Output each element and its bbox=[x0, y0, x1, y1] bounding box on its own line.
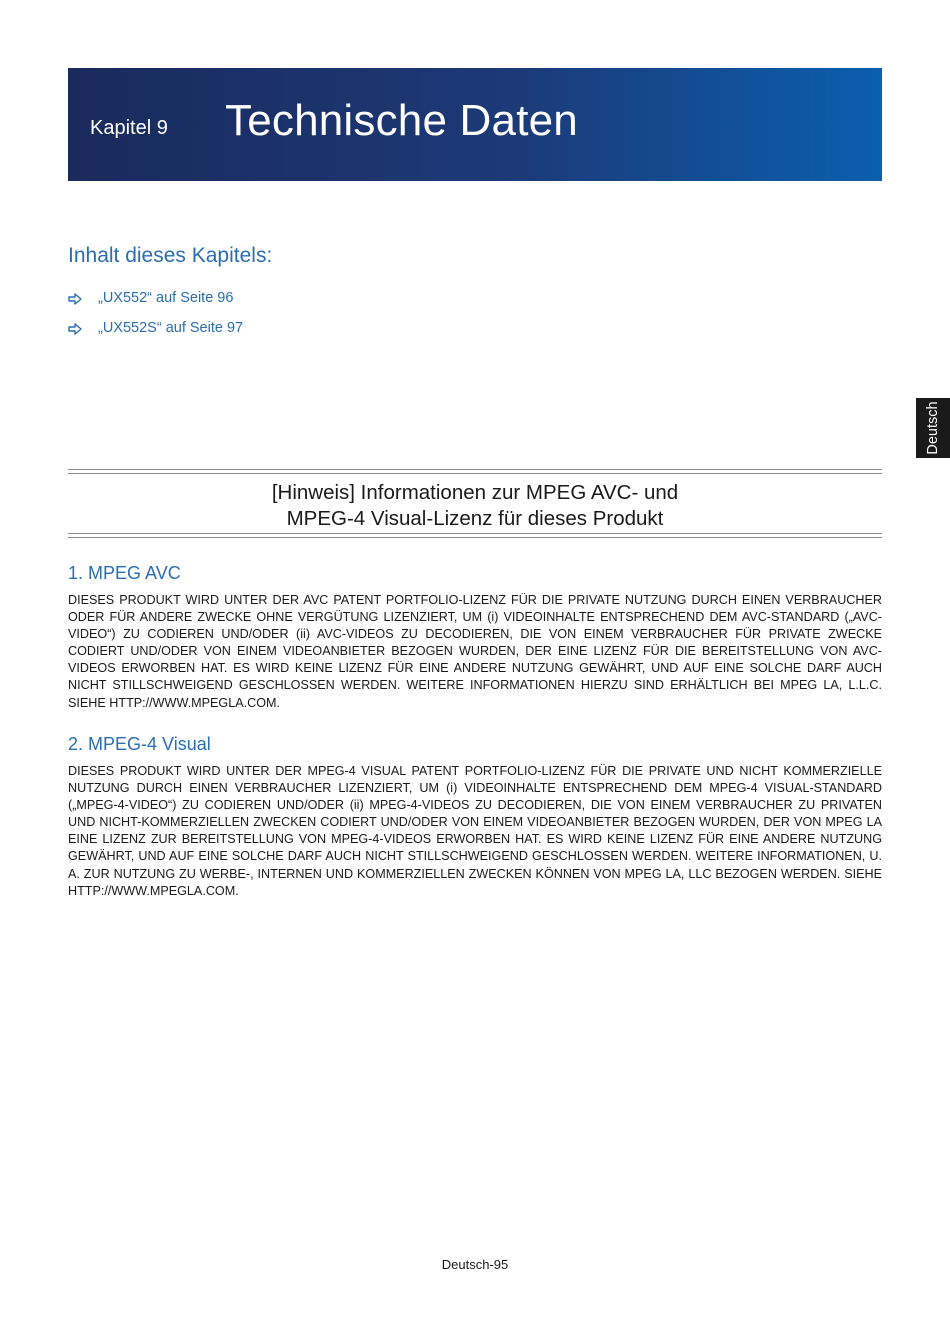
toc-item-ux552s[interactable] bbox=[68, 313, 243, 343]
section-body-mpeg-avc: DIESES PRODUKT WIRD UNTER DER AVC PATENT PORTFOLIO-LIZENZ FÜR DIE PRIVATE NUTZUNG DURCH EINEN VERBRAUCHER ODER FÜR ANDERE ZWECKE OHNE VERGÜTUNG LIZENZIERT, UM (i) VIDEOINHALTE ENTSPRECHEND DEM AVC-STANDARD („AVC-VIDEO“) ZU CODIEREN UND/ODER (ii) AVC-VIDEOS ZU DECODIEREN, DIE VON EINEM VERBRAUCHER FÜR PRIVATE ZWECKE CODIERT UND/ODER VON EINEM VIDEOANBIETER BEZOGEN WURDEN, DER EINE LIZENZ FÜR DIE BEREITSTELLUNG VON AVC-VIDEOS ERWORBEN HAT. ES WIRD KEINE LIZENZ FÜR EINE ANDERE NUTZUNG GEWÄHRT, UND AUF EINE SOLCHE DARF AUCH NICHT STILLSCHWEIGEND GESCHLOSSEN WERDEN. WEITERE INFORMATIONEN HIERZU SIND ERHÄLTLICH BEI MPEG LA, L.L.C. SIEHE HTTP://WWW.MPEGLA.COM. bbox=[68, 593, 882, 710]
toc-item-ux552[interactable] bbox=[68, 283, 243, 313]
chapter-banner bbox=[68, 68, 882, 181]
divider bbox=[68, 469, 882, 470]
divider bbox=[68, 537, 882, 538]
language-tab-label: Deutsch bbox=[925, 401, 941, 455]
note-title-line: MPEG-4 Visual-Lizenz für dieses Produkt bbox=[286, 507, 664, 530]
section-body-mpeg4-visual: DIESES PRODUKT WIRD UNTER DER MPEG-4 VISUAL PATENT PORTFOLIO-LIZENZ FÜR DIE PRIVATE UND NICHT KOMMERZIELLE NUTZUNG DURCH EINEN VERBRAUCHER LIZENZIERT, UM (i) VIDEOINHALTE ENTSPRECHEND DEM MPEG-4 VISUAL-STANDARD („MPEG-4-VIDEO“) ZU CODIEREN UND/ODER (ii) MPEG-4-VIDEOS ZU DECODIEREN, DIE VON EINEM VERBRAUCHER ZU PRIVATEN UND NICHT-KOMMERZIELLEN ZWECKEN CODIERT UND/ODER VON EINEM VIDEOANBIETER BEZOGEN WURDEN, DER VON MPEG LA EINE LIZENZ ZUR BEREITSTELLUNG VON MPEG-4-VIDEOS ERWORBEN HAT. ES WIRD KEINE LIZENZ FÜR EINE ANDERE NUTZUNG GEWÄHRT, UND AUF EINE SOLCHE DARF AUCH NICHT STILLSCHWEIGEND GESCHLOSSEN WERDEN. WEITERE INFORMATIONEN, U. A. ZUR NUTZUNG ZU WERBE-, INTERNEN UND KOMMERZIELLEN ZWECKEN KÖNNEN VON MPEG LA, LLC BEZOGEN WERDEN. SIEHE HTTP://WWW.MPEGLA.COM. bbox=[68, 764, 882, 898]
page-number: Deutsch-95 bbox=[441, 1257, 509, 1272]
divider bbox=[68, 533, 882, 534]
section-heading-mpeg-avc: 1. MPEG AVC bbox=[68, 563, 181, 583]
divider bbox=[68, 473, 882, 474]
chapter-title: Technische Daten bbox=[225, 96, 578, 145]
toc-link[interactable]: „UX552S“ auf Seite 97 bbox=[98, 320, 244, 336]
chapter-label: Kapitel 9 bbox=[90, 117, 168, 139]
toc-heading: Inhalt dieses Kapitels: bbox=[68, 244, 273, 267]
language-tab bbox=[916, 398, 950, 458]
arrow-right-icon bbox=[68, 322, 82, 336]
toc-list bbox=[68, 283, 243, 343]
note-title-line: [Hinweis] Informationen zur MPEG AVC- und bbox=[271, 481, 679, 504]
arrow-right-icon bbox=[68, 292, 82, 306]
section-heading-mpeg4-visual: 2. MPEG-4 Visual bbox=[68, 734, 211, 754]
toc-link[interactable]: „UX552“ auf Seite 96 bbox=[98, 290, 234, 306]
note-title bbox=[68, 480, 882, 532]
